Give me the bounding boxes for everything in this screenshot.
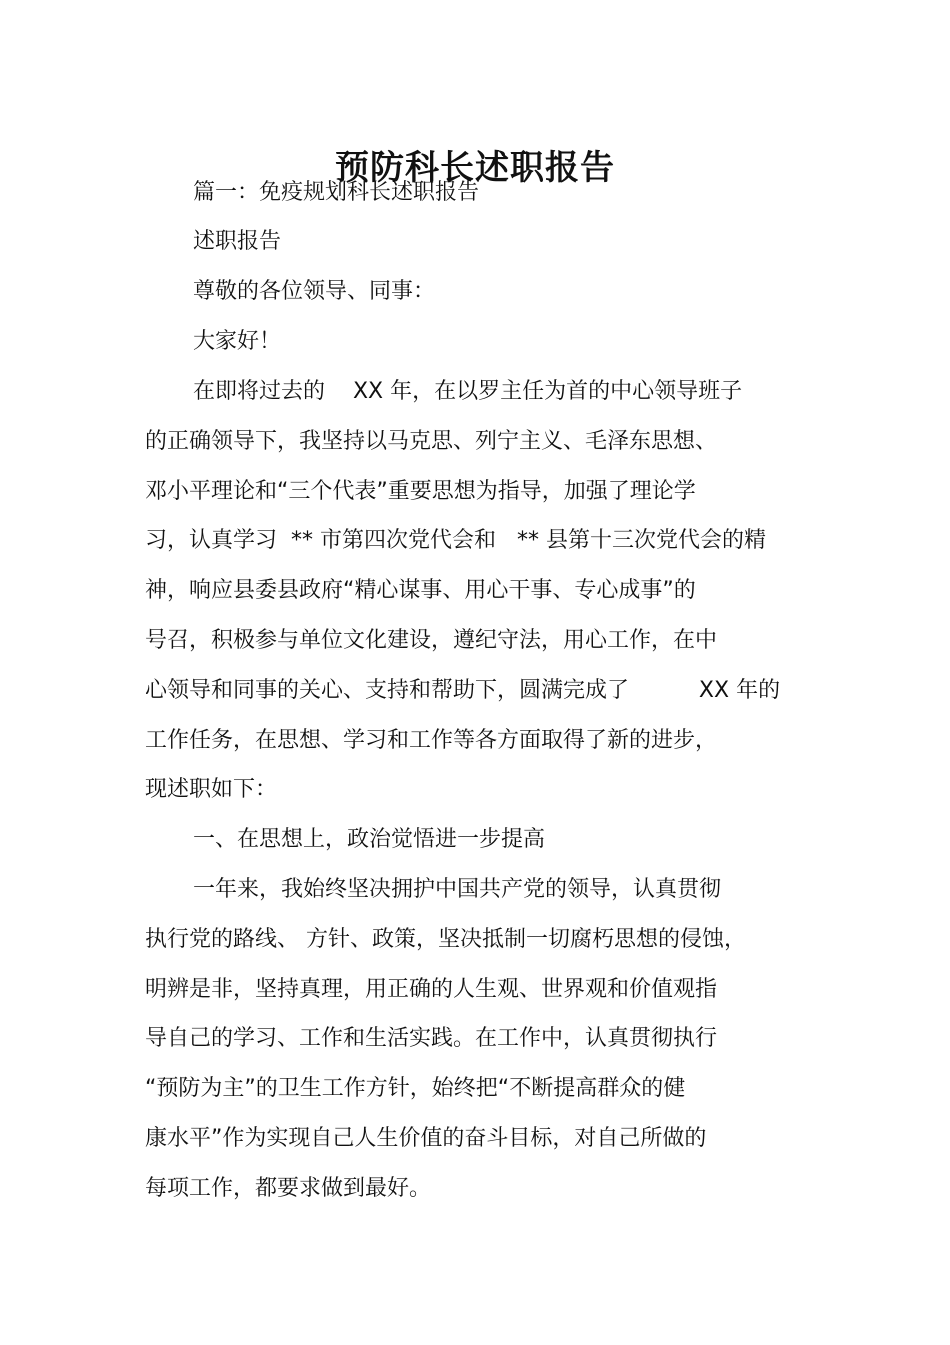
paragraph-line: 执行党的路线、 方针、政策，坚决抵制一切腐朽思想的侵蚀，: [145, 927, 746, 952]
paragraph-line: 的正确领导下，我坚持以马克思、列宁主义、毛泽东思想、: [145, 429, 718, 454]
section-heading: 篇一：免疫规划科长述职报告: [193, 180, 480, 205]
document-title: 预防科长述职报告: [335, 147, 615, 188]
greeting: 大家好！: [193, 329, 282, 354]
paragraph-line: 邓小平理论和“三个代表”重要思想为指导，加强了理论学: [145, 479, 696, 504]
paragraph-line: 康水平”作为实现自己人生价值的奋斗目标，对自己所做的: [145, 1126, 707, 1151]
paragraph-line: 现述职如下：: [145, 777, 278, 802]
paragraph-line: 心领导和同事的关心、支持和帮助下，圆满完成了 XX 年的: [145, 678, 781, 703]
salutation: 尊敬的各位领导、同事：: [193, 279, 436, 304]
paragraph-line: 习，认真学习 ** 市第四次党代会和 ** 县第十三次党代会的精: [145, 528, 766, 553]
paragraph-line: 工作任务，在思想、学习和工作等各方面取得了新的进步，: [145, 728, 718, 753]
paragraph-line: 号召，积极参与单位文化建设，遵纪守法，用心工作，在中: [145, 628, 718, 653]
paragraph-line: 神，响应县委县政府“精心谋事、用心干事、专心成事”的: [145, 578, 696, 603]
paragraph-line: 导自己的学习、工作和生活实践。在工作中，认真贯彻执行: [145, 1026, 718, 1051]
paragraph-line: 明辨是非，坚持真理，用正确的人生观、世界观和价值观指: [145, 977, 718, 1002]
paragraph-line: 一年来，我始终坚决拥护中国共产党的领导，认真贯彻: [193, 877, 722, 902]
paragraph-line: 每项工作，都要求做到最好。: [145, 1176, 432, 1201]
paragraph-line: 在即将过去的 XX 年，在以罗主任为首的中心领导班子: [193, 379, 743, 404]
paragraph-line: “预防为主”的卫生工作方针，始终把“不断提高群众的健: [145, 1076, 686, 1101]
section-heading-1: 一、在思想上，政治觉悟进一步提高: [193, 827, 546, 852]
report-subtitle: 述职报告: [193, 229, 282, 254]
